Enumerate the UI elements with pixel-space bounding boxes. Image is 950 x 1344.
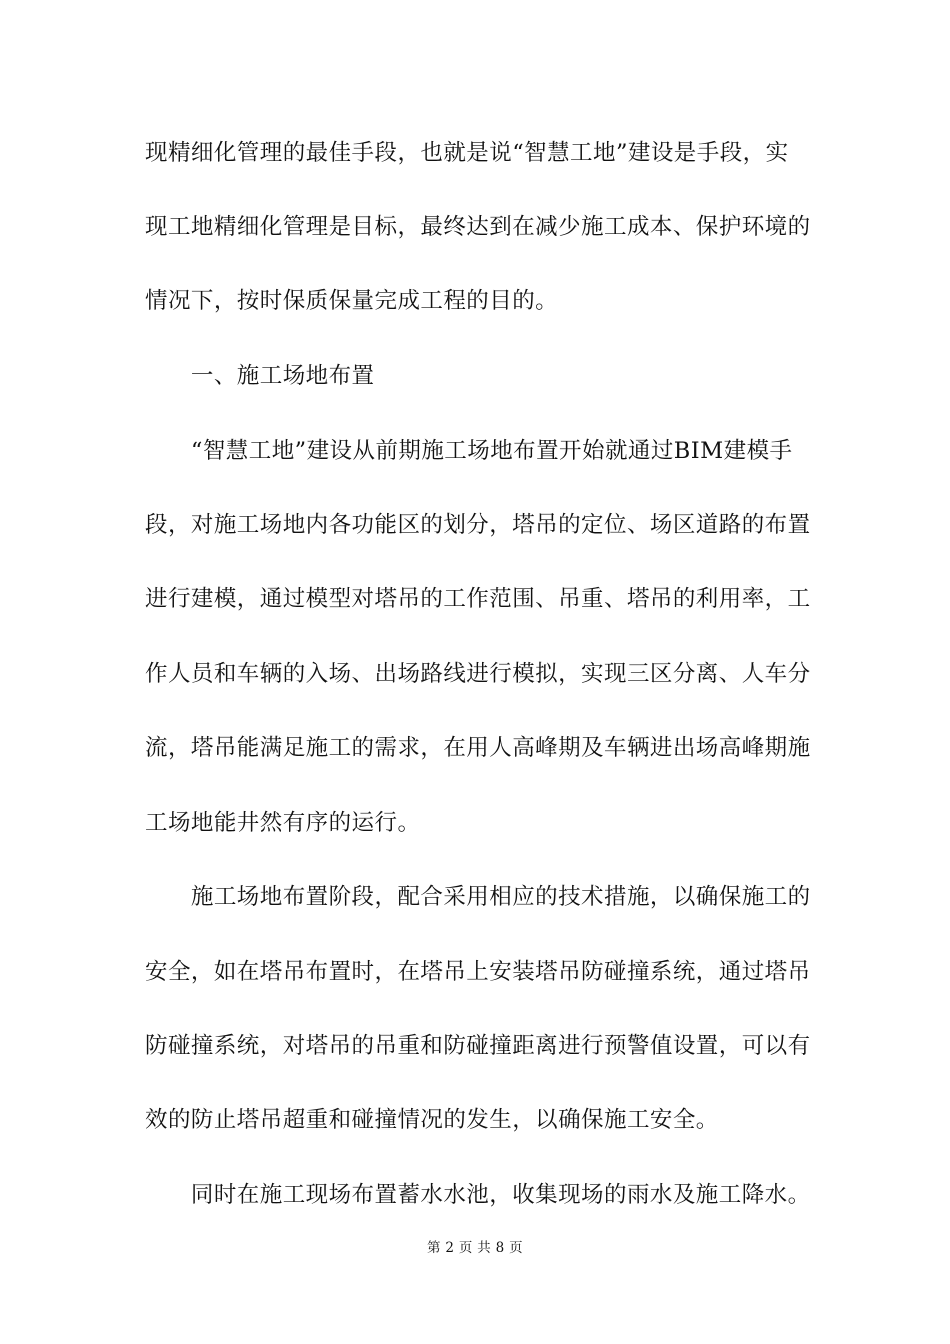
- section-heading: 一、施工场地布置: [145, 363, 375, 389]
- text-line: 防碰撞系统，对塔吊的吊重和防碰撞距离进行预警值设置，可以有: [145, 1033, 811, 1059]
- page-number-footer: 第 2 页 共 8 页: [427, 1240, 523, 1256]
- text-line: 同时在施工现场布置蓄水水池，收集现场的雨水及施工降水。: [145, 1182, 811, 1208]
- text-line: 进行建模，通过模型对塔吊的工作范围、吊重、塔吊的利用率，工: [145, 586, 811, 612]
- text-line: 施工场地布置阶段，配合采用相应的技术措施，以确保施工的: [145, 884, 811, 910]
- text-line: 流，塔吊能满足施工的需求，在用人高峰期及车辆进出场高峰期施: [145, 735, 811, 761]
- text-line: 现工地精细化管理是目标，最终达到在减少施工成本、保护环境的: [145, 214, 811, 240]
- text-line: 效的防止塔吊超重和碰撞情况的发生，以确保施工安全。: [145, 1107, 719, 1133]
- text-line: 安全，如在塔吊布置时，在塔吊上安装塔吊防碰撞系统，通过塔吊: [145, 959, 811, 985]
- text-line: 情况下，按时保质保量完成工程的目的。: [145, 288, 559, 314]
- text-line: 工场地能井然有序的运行。: [145, 810, 421, 836]
- text-line: “智慧工地”建设从前期施工场地布置开始就通过BIM建模手: [145, 438, 793, 464]
- text-line: 段，对施工场地内各功能区的划分，塔吊的定位、场区道路的布置: [145, 512, 811, 538]
- text-line: 现精细化管理的最佳手段，也就是说“智慧工地”建设是手段，实: [145, 140, 789, 166]
- text-line: 作人员和车辆的入场、出场路线进行模拟，实现三区分离、人车分: [145, 661, 811, 687]
